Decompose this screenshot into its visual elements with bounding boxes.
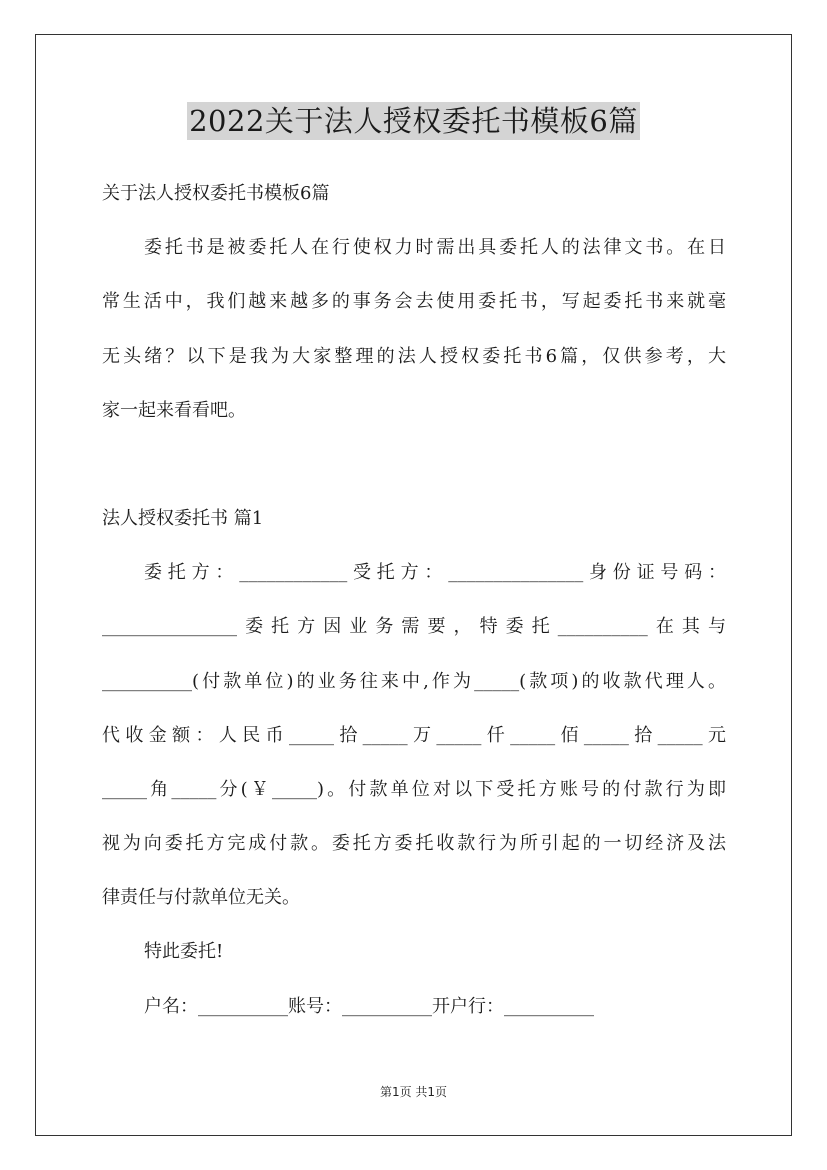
intro-paragraph-line: 无头绪？以下是我为大家整理的法人授权委托书6篇，仅供参考，大 xyxy=(102,346,726,367)
document-subtitle: 关于法人授权委托书模板6篇 xyxy=(102,183,330,204)
intro-paragraph-line: 家一起来看看吧。 xyxy=(102,400,246,421)
body-line: 律责任与付款单位无关。 xyxy=(102,887,300,908)
body-line: 代收金额：人民币_____拾_____万_____仟_____佰_____拾_____元 xyxy=(102,725,726,746)
body-line: 视为向委托方完成付款。委托方委托收款行为所引起的一切经济及法 xyxy=(102,833,726,854)
intro-paragraph-line: 常生活中，我们越来越多的事务会去使用委托书，写起委托书来就毫 xyxy=(102,291,726,312)
section-heading: 法人授权委托书 篇1 xyxy=(102,508,264,529)
body-line: _____角_____分(￥_____)。付款单位对以下受托方账号的付款行为即 xyxy=(102,779,726,800)
body-line: 委托方：____________受托方：_______________身份证号码： xyxy=(144,562,726,583)
title-container xyxy=(0,102,827,140)
account-info-line: 户名：__________账号：__________开户行：__________ xyxy=(144,996,594,1017)
document-title: 2022关于法人授权委托书模板6篇 xyxy=(189,104,638,138)
intro-paragraph-line: 委托书是被委托人在行使权力时需出具委托人的法律文书。在日 xyxy=(144,237,726,258)
closing-text: 特此委托! xyxy=(144,941,224,962)
body-line: _______________委托方因业务需要，特委托__________在其与 xyxy=(102,616,726,637)
page-footer: 第1页 共1页 xyxy=(379,1085,448,1099)
body-line: __________(付款单位)的业务往来中,作为_____(款项)的收款代理人。 xyxy=(102,671,726,692)
